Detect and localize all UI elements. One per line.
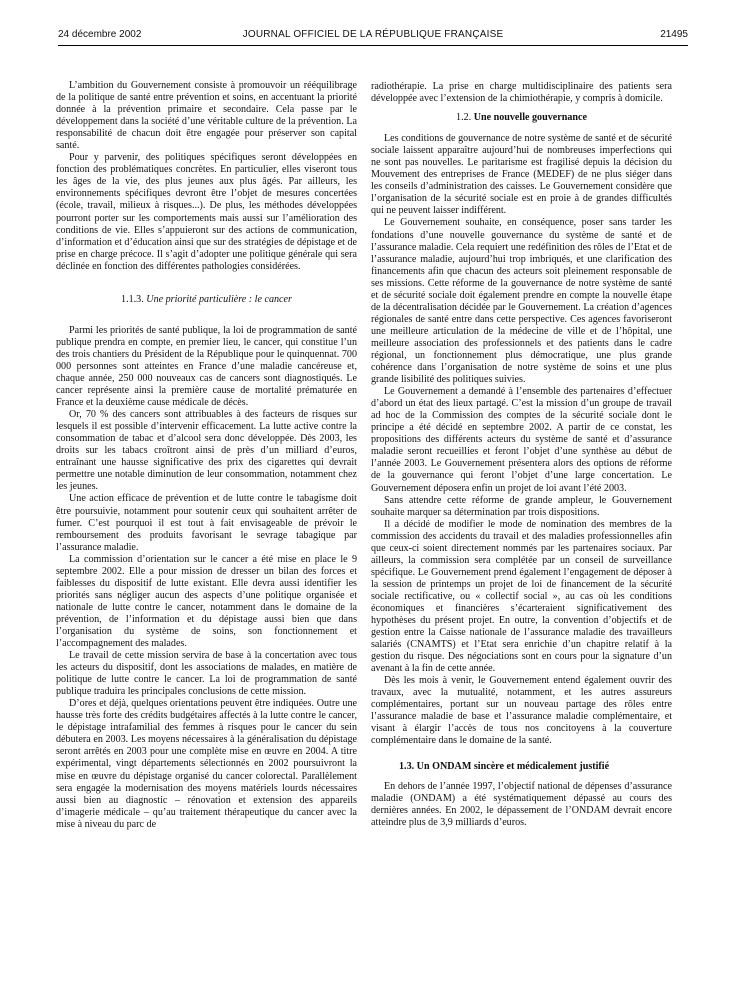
page-header [58, 29, 688, 45]
paragraph: En dehors de l’année 1997, l’objectif national de dépenses d’assurance maladie (ONDAM) a été systématiquement dépassé au cours des dernières années. En 2002, le dépassement de l’ONDAM devrait encore atteindre plus de 3,9 milliards d’euros. [371, 780, 672, 828]
paragraph: Le Gouvernement souhaite, en conséquence, poser sans tarder les fondations d’une nouvelle gouvernance du système de santé et de l’assurance maladie. Cela requiert une redéfinition des rôles de l’Etat et de l’assurance maladie, aujourd’hui trop imbriqués, et une clarification des financements afin que chacun des acteurs soit pleinement responsable de ses missions. Cette réforme de la gouvernance de notre système de santé et de sécurité sociale doit également prendre en compte la nouvelle étape de la décentralisation décidée par le Gouvernement. La création d’agences régionales de santé entre dans cette perspective. Ces agences favoriseront une meilleure articulation de la médecine de ville et de l’hôpital, une meilleure association des professionnels et des patients dans le cadre régional, un fonctionnement plus démocratique, une plus grande cohérence dans l’organisation de notre système de soins et une plus grande lisibilité des politiques suivies. [371, 217, 673, 386]
paragraph: D’ores et déjà, quelques orientations peuvent être indiquées. Outre une hausse très forte des crédits budgétaires affectés à la lutte contre le cancer, le dépistage intrafamilial des femmes à risques pour le cancer du sein débutera en 2003. Les moyens nécessaires à la généralisation du dépistage seront arrêtés en 2003 pour une complète mise en œuvre en 2004. A titre expérimental, vingt départements sélectionnés en 2002 poursuivront la mise en œuvre du dépistage organisé du cancer colorectal. Parallèlement sera engagée la modernisation des moyens matériels lourds nécessaires aussi bien au diagnostic – rénovation et extension des appareils d’imagerie médicale – qu’au traitement thérapeutique du cancer avec la mise à niveau du parc de [56, 698, 357, 830]
paragraph: radiothérapie. La prise en charge multidisciplinaire des patients sera développée avec l’extension de la chimiothérapie, y compris à domicile. [371, 81, 672, 105]
header-rule [58, 45, 688, 46]
paragraph: Les conditions de gouvernance de notre système de santé et de sécurité sociale laissent apparaître aujourd’hui de nombreuses imperfections qui ne sont pas nouvelles. Le paritarisme est fragilisé depuis la décision du Mouvement des entreprises de France (MEDEF) de ne plus siéger dans les conseils d’administration des caisses. Le Gouvernement considère que l’organisation de la sécurité sociale est en proie à de grandes difficultés qui ne peuvent laisser indifférent. [371, 133, 672, 217]
section-number: 1.1.3. [121, 293, 144, 305]
paragraph: Le travail de cette mission servira de base à la concertation avec tous les acteurs du dispositif, dont les associations de malades, en matière de politique de lutte contre le cancer. La loi de programmation de santé publique traduira les principales conclusions de cette mission. [56, 650, 357, 698]
header-page-number: 21495 [660, 29, 688, 40]
section-title: Un ONDAM sincère et médicalement justifié [416, 760, 610, 772]
section-title: Une nouvelle gouvernance [473, 112, 587, 124]
section-heading-1-1-3 [56, 294, 357, 306]
section-title: Une priorité particulière : le cancer [146, 293, 292, 305]
paragraph: Une action efficace de prévention et de lutte contre le tabagisme doit être poursuivie, notamment pour soutenir ceux qui souhaitent arrêter de fumer. C’est pourquoi il est tout à fait envisageable de prévoir le remboursement des produits favorisant le sevrage tabagique par l’assurance maladie. [56, 493, 357, 553]
section-heading-1-3 [371, 761, 672, 773]
section-number: 1.3. [399, 760, 415, 772]
left-column [56, 80, 357, 831]
paragraph: Pour y parvenir, des politiques spécifiques seront développées en fonction des problématiques concrètes. En particulier, elles viseront tous les âges de la vie, des plus jeunes aux plus âgés. Par ailleurs, les environnements spécifiques devront être l’objet de mesures concertées (école, travail, milieux à risques...). De plus, les méthodes développées pourront porter sur les comportements mais aussi sur l’amélioration des conditions de vie. Elles s’appuieront sur des actions de communication, d’information et d’éducation ainsi que sur des stratégies de dépistage et de prise en charge précoce. Il s’agit d’adopter une politique générale qui sera déclinée en fonction des différentes pathologies considérées. [56, 152, 357, 272]
paragraph: La commission d’orientation sur le cancer a été mise en place le 9 septembre 2002. Elle a pour mission de dresser un bilan des forces et faiblesses du dispositif de lutte existant. Elle devra aussi identifier les priorités sans négliger aucun des aspects d’une politique organisée et nationale de lutte contre le cancer, notamment dans le domaine de la prévention, de l’information et du dépistage aussi bien que dans l’organisation du système de soins, son fonctionnement et l’accompagnement des malades. [56, 553, 357, 650]
section-number: 1.2. [456, 112, 472, 124]
right-column [371, 81, 672, 829]
paragraph: Il a décidé de modifier le mode de nomination des membres de la commission des accidents du travail et des maladies professionnelles afin que ceux-ci soient directement nommés par les partenaires sociaux. Par ailleurs, la commission sera complétée par un conseil de surveillance spécifique. Le Gouvernement prend également l’engagement de déposer à la session de printemps un projet de loi de financement de la sécurité sociale rectificative, ou « collectif social », au cas où les conditions économiques et financières s’écarteraient significativement des hypothèses du présent projet. En outre, la convention d’objectifs et de gestion entre la Caisse nationale de l’assurance maladie des travailleurs salariés (CNAMTS) et l’Etat sera enrichie d’un chapitre relatif à la gestion du risque. Des négociations sont en cours pour la signature d’un avenant à la fin de cette année. [371, 518, 672, 675]
paragraph: Parmi les priorités de santé publique, la loi de programmation de santé publique prendra en compte, en premier lieu, le cancer, qui constitue l’un des trois chantiers du Président de la République pour le quinquennat. 700 000 personnes sont atteintes en France d’une maladie cancéreuse et, chaque année, 250 000 nouveaux cas de cancers sont diagnostiqués. Le cancer représente ainsi la première cause de mortalité prématurée en France et la deuxième cause médicale de décès. [56, 324, 357, 409]
section-heading-1-2 [371, 112, 672, 124]
paragraph: Or, 70 % des cancers sont attribuables à des facteurs de risques sur lesquels il est possible d’intervenir efficacement. La lutte active contre la consommation de tabac et d’alcool sera donc développée. Dès 2003, les droits sur les tabacs croîtront ainsi de près d’un milliard d’euros, entraînant une hausse significative des prix des cigarettes qui devrait permettre une notable diminution de leur consommation, notamment chez les jeunes. [56, 409, 357, 493]
paragraph: L’ambition du Gouvernement consiste à promouvoir un rééquilibrage de la politique de santé entre prévention et soins, en accentuant la priorité donnée à la prévention primaire et secondaire. Cela passe par le développement dans la société d’une véritable culture de la prévention. La responsabilité de chacun doit être engagée pour préserver son capital santé. [56, 80, 357, 152]
paragraph: Dès les mois à venir, le Gouvernement entend également ouvrir des travaux, avec la mutualité, notamment, et les autres assureurs complémentaires, portant sur un nouveau partage des rôles entre l’assurance maladie de base et l’assurance maladie complémentaire, et visant à élargir l’accès de tous nos concitoyens à la couverture complémentaire dans le domaine de la santé. [371, 675, 672, 747]
header-date: 24 décembre 2002 [58, 29, 142, 40]
paragraph: Sans attendre cette réforme de grande ampleur, le Gouvernement souhaite marquer sa détermination par trois dispositions. [371, 494, 672, 518]
header-journal-title: JOURNAL OFFICIEL DE LA RÉPUBLIQUE FRANÇAISE [242, 29, 504, 40]
paragraph: Le Gouvernement a demandé à l’ensemble des partenaires d’effectuer d’abord un état des lieux partagé. C’est la mission d’un groupe de travail ad hoc de la Commission des comptes de la sécurité sociale dont le principe a été décidé en septembre 2002. A partir de ce constat, les propositions des différents acteurs du système de santé et d’assurance maladie seront recueillies et feront l’objet d’une synthèse au début de l’année 2003. Le Gouvernement présentera alors des options de réforme de la gouvernance qui feront l’objet d’une large concertation. Le Gouvernement déposera enfin un projet de loi avant l’été 2003. [371, 386, 672, 494]
